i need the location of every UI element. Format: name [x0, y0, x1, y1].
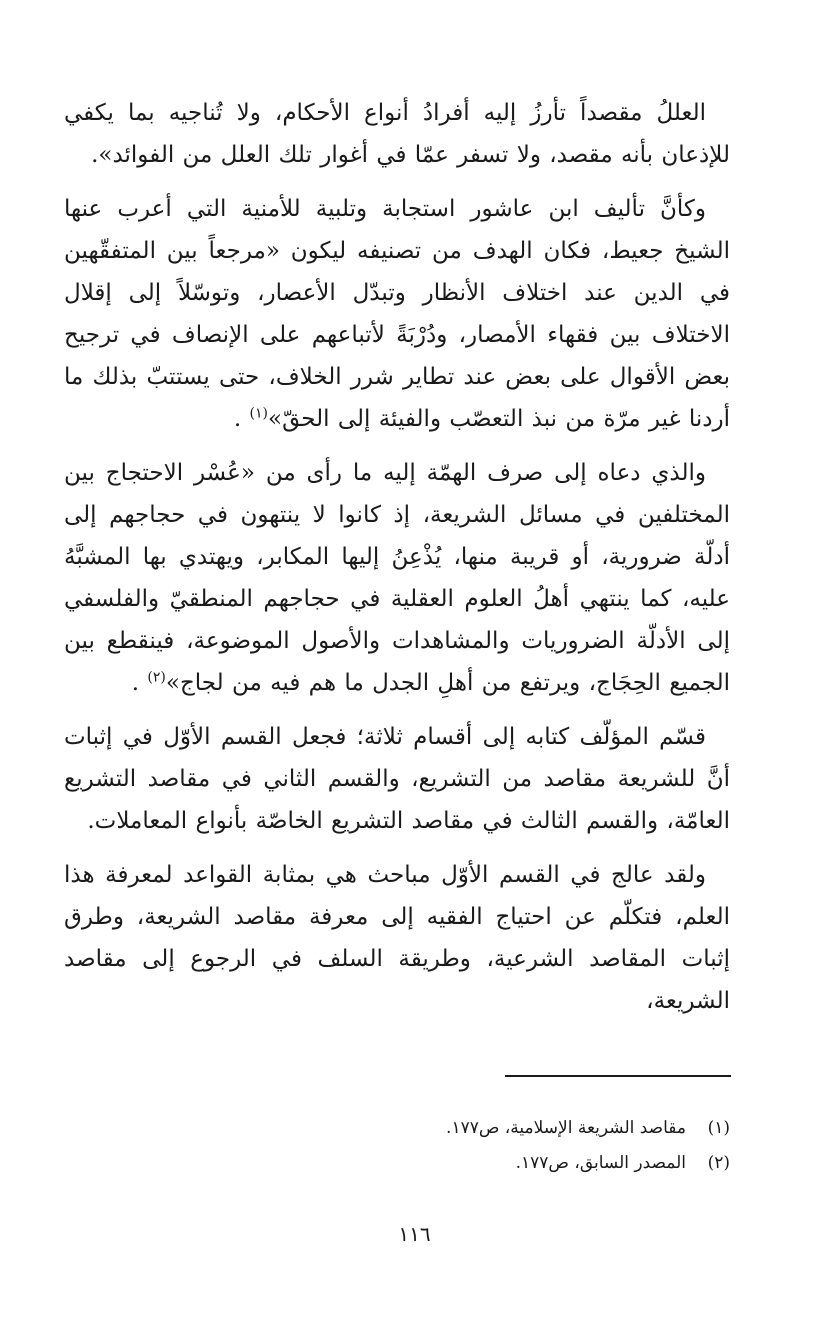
footnotes [280, 1111, 730, 1181]
footnote-1-mark: (١) [707, 1118, 730, 1138]
paragraph-5-text: ولقد عالج في القسم الأوّل مباحث هي بمثابة القواعد لمعرفة هذا العلم، فتكلّم عن احتياج الفقيه إلى معرفة مقاصد الشريعة، وطرق إثبات المقاصد الشرعية، وطريقة السلف في الرجوع إلى مقاصد الشريعة، [64, 862, 730, 1014]
footnote-1 [280, 1111, 730, 1146]
main-text [64, 92, 730, 1034]
paragraph-4-text: قسّم المؤلّف كتابه إلى أقسام ثلاثة؛ فجعل القسم الأوّل في إثبات أنَّ للشريعة مقاصد من التشريع، والقسم الثاني في مقاصد التشريع العامّة، والقسم الثالث في مقاصد التشريع الخاصّة بأنواع المعاملات. [64, 724, 730, 834]
footnote-2 [280, 1146, 730, 1181]
paragraph-2-text: وكأنَّ تأليف ابن عاشور استجابة وتلبية للأمنية التي أعرب عنها الشيخ جعيط، فكان الهدف من تصنيفه ليكون «مرجعاً بين المتفقّهين في الدين عند اختلاف الأنظار وتبدّل الأعصار، وتوسّلاً إلى إقلال الاختلاف بين فقهاء الأمصار، ودُرْبَةً لأتباعهم على الإنصاف في ترجيح بعض الأقوال على بعض عند تطاير شرر الخلاف، حتى يستتبّ بذلك ما أردنا غير مرّة من نبذ التعصّب والفيئة إلى الحقّ» [64, 196, 730, 432]
paragraph-2 [64, 188, 730, 440]
footnote-1-text: مقاصد الشريعة الإسلامية، ص١٧٧. [446, 1118, 686, 1138]
footnote-ref-2: (٢) [147, 669, 166, 686]
paragraph-3 [64, 452, 730, 704]
page-number: ١١٦ [398, 1222, 431, 1246]
paragraph-4 [64, 716, 730, 842]
paragraph-3-text: والذي دعاه إلى صرف الهمّة إليه ما رأى من «عُسْر الاحتجاج بين المختلفين في مسائل الشريعة، إذ كانوا لا ينتهون في حجاجهم إلى أدلّة ضرورية، أو قريبة منها، يُذْعِنُ إليها المكابر، ويهتدي بها المشبَّهُ عليه، كما ينتهي أهلُ العلوم العقلية في حجاجهم المنطقيّ والفلسفي إلى الأدلّة الضروريات والمشاهدات والأصول الموضوعة، فينقطع بين الجميع الحِجَاج، ويرتفع من أهلِ الجدل ما هم فيه من لجاج» [64, 460, 730, 696]
footnote-separator [505, 1075, 731, 1077]
paragraph-5 [64, 854, 730, 1022]
footnote-2-mark: (٢) [707, 1153, 730, 1173]
footnote-ref-1: (١) [249, 405, 269, 422]
paragraph-2-period: . [233, 406, 242, 432]
paragraph-1-text: العللُ مقصداً تأرزُ إليه أفرادُ أنواع الأحكام، ولا تُناجيه بما يكفي للإذعان بأنه مقصد، ولا تسفر عمّا في أغوار تلك العلل من الفوائد». [64, 100, 730, 168]
footnote-2-text: المصدر السابق، ص١٧٧. [515, 1153, 686, 1173]
paragraph-3-period: . [131, 670, 140, 696]
paragraph-1 [64, 92, 730, 176]
